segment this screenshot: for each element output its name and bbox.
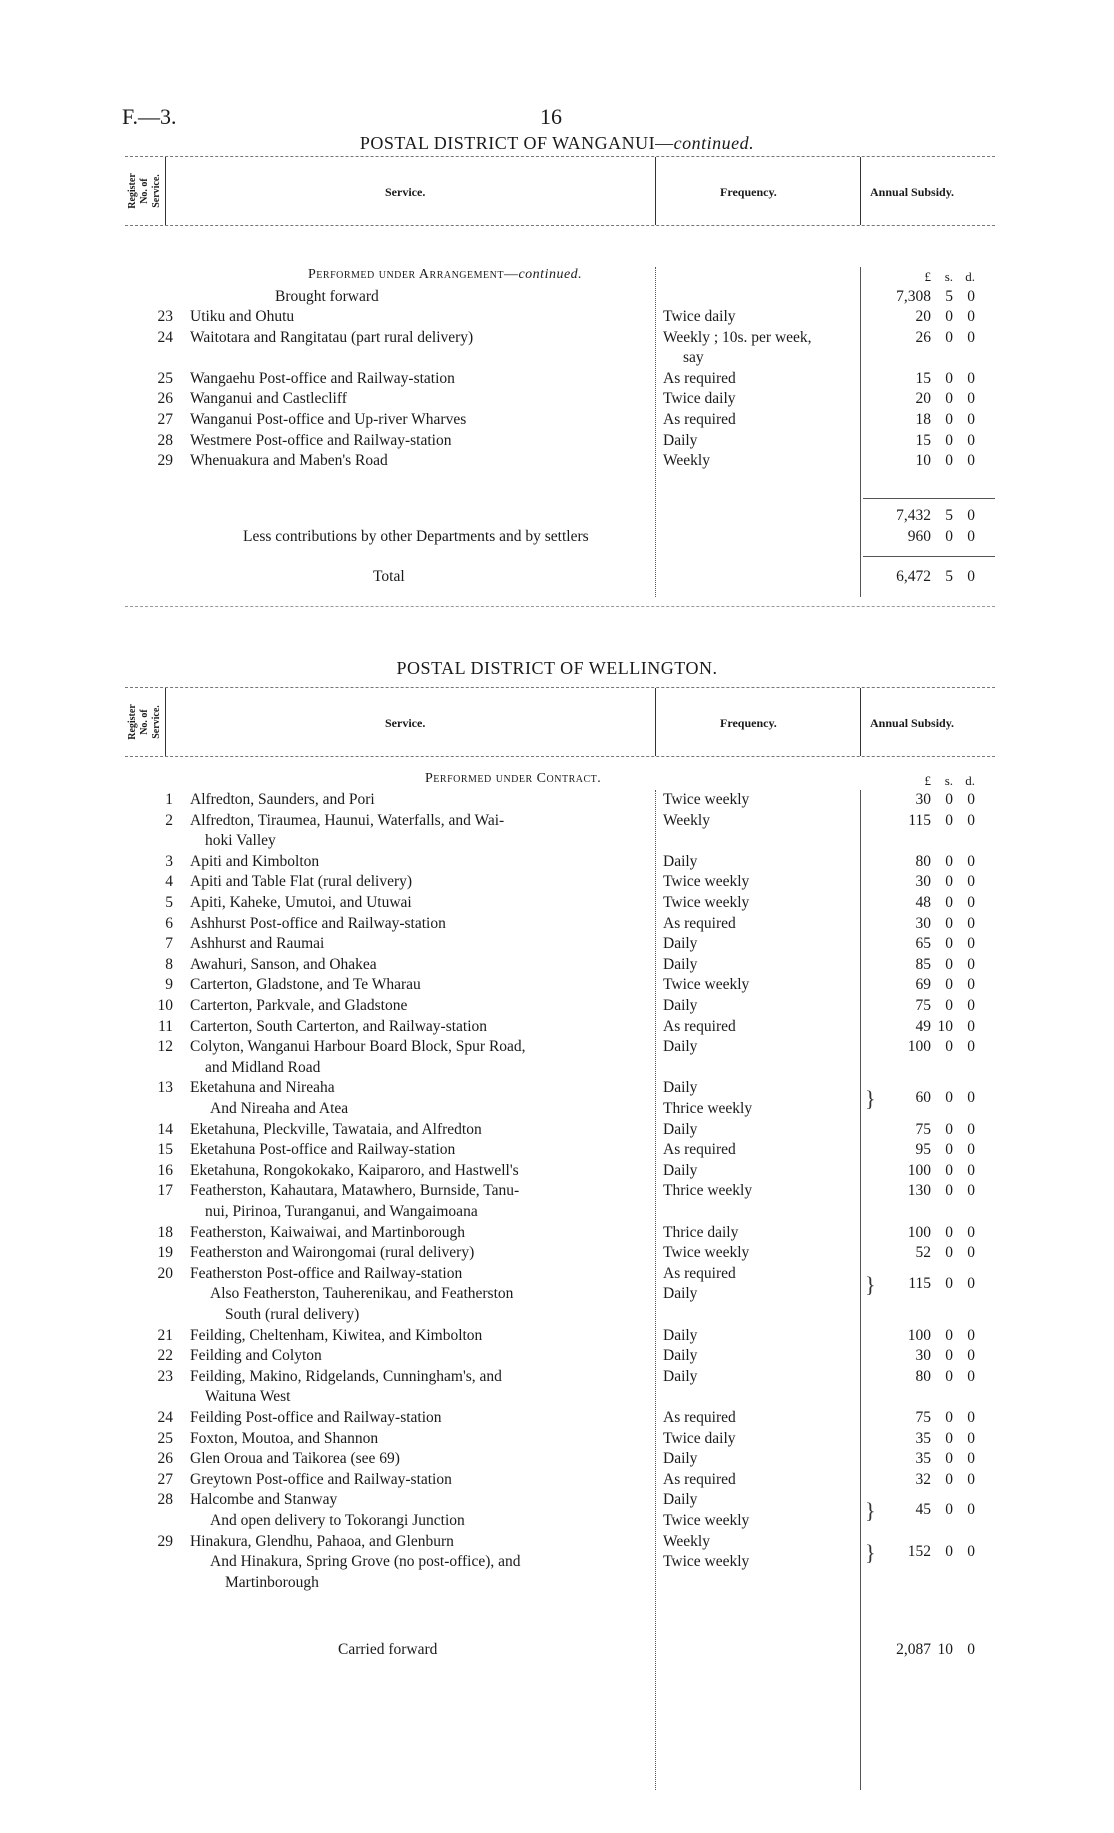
subsidy-shillings: 0 — [945, 1161, 953, 1179]
annual-subsidy — [865, 1037, 975, 1058]
subsidy-pence: 0 — [967, 1274, 975, 1292]
register-number: 10 — [157, 997, 173, 1014]
frequency-column-label: Frequency. — [720, 185, 777, 199]
service-name: Feilding and Colyton — [190, 1347, 322, 1365]
service-name: Featherston, Kahautara, Matawhero, Burnside, Tanu- — [190, 1182, 520, 1200]
annual-subsidy — [865, 955, 975, 976]
register-number: 29 — [157, 452, 173, 470]
wanganui-title-text: POSTAL DISTRICT OF WANGANUI— — [359, 133, 674, 153]
register-number: 25 — [157, 369, 173, 387]
frequency: Daily — [663, 997, 698, 1014]
service-name-continued: hoki Valley — [205, 832, 276, 850]
frequency-column-label: Frequency. — [720, 716, 777, 730]
register-number: 24 — [157, 1409, 173, 1426]
subsidy-shillings: 0 — [945, 1223, 953, 1241]
subsidy-pence: 0 — [967, 1038, 975, 1056]
annual-subsidy — [865, 811, 975, 832]
brace-mark: } — [865, 1271, 876, 1297]
annual-subsidy — [865, 1346, 975, 1367]
subsidy-shillings: 0 — [945, 976, 953, 994]
service-name: Feilding Post-office and Railway-station — [190, 1409, 442, 1426]
service-name: Halcombe and Stanway — [190, 1491, 338, 1509]
subsidy-pence: 0 — [967, 1409, 975, 1426]
register-number: 17 — [157, 1182, 173, 1200]
subsidy-shillings: 0 — [945, 1141, 953, 1159]
subsidy-pounds: 100 — [907, 1326, 931, 1344]
annual-subsidy — [865, 1243, 975, 1264]
subsidy-pence: 0 — [967, 1470, 975, 1488]
subsidy-pounds: 48 — [915, 894, 931, 911]
subsidy-pence: 0 — [967, 1223, 975, 1241]
subsidy-shillings: 0 — [945, 1542, 953, 1560]
annual-subsidy — [865, 914, 975, 935]
register-number: 2 — [165, 811, 173, 829]
frequency: Daily — [663, 852, 698, 870]
subsidy-pence: 0 — [967, 976, 975, 994]
subsidy-shillings: 0 — [945, 894, 953, 911]
service-name: Featherston and Wairongomai (rural delivery) — [190, 1244, 475, 1262]
annual-subsidy — [865, 996, 975, 1017]
wellington-column-header — [125, 687, 995, 757]
subsidy-shillings: 0 — [945, 328, 953, 346]
service-name: Eketahuna and Nireaha — [190, 1079, 335, 1097]
service-name: Hinakura, Glendhu, Pahaoa, and Glenburn — [190, 1532, 454, 1550]
annual-subsidy — [865, 1140, 975, 1161]
service-name: Feilding, Makino, Ridgelands, Cunningham's, and — [190, 1367, 502, 1385]
subsidy-shillings: 0 — [945, 935, 953, 953]
service-name-continued: And open delivery to Tokorangi Junction — [210, 1511, 465, 1529]
subsidy-pounds: 35 — [915, 1450, 931, 1468]
register-number: 21 — [157, 1326, 173, 1344]
service-name: Ashhurst Post-office and Railway-station — [190, 914, 446, 932]
frequency: As required — [663, 1409, 736, 1426]
register-number: 22 — [157, 1347, 173, 1365]
register-number: 26 — [157, 390, 173, 408]
subsidy-pounds: 69 — [915, 976, 931, 994]
subsidy-shillings: 0 — [945, 914, 953, 932]
service-name-continued: Waituna West — [205, 1388, 291, 1406]
subsidy-pence: 0 — [967, 1182, 975, 1200]
subsidy-shillings: 0 — [945, 1326, 953, 1344]
subsidy-shillings: 0 — [945, 873, 953, 891]
subsidy-shillings: 0 — [945, 390, 953, 408]
subsidy-shillings: 0 — [945, 452, 953, 470]
subsidy-pence: 0 — [967, 1089, 975, 1107]
subsidy-pounds: 75 — [915, 997, 931, 1014]
frequency: Thrice daily — [663, 1223, 739, 1241]
service-name: Colyton, Wanganui Harbour Board Block, Spur Road, — [190, 1038, 526, 1056]
subsidy-pounds: 32 — [915, 1470, 931, 1488]
annual-subsidy — [865, 1367, 975, 1388]
frequency: Daily — [663, 1450, 698, 1468]
annual-subsidy — [865, 1181, 975, 1202]
register-number: 29 — [157, 1532, 173, 1550]
subsidy-shillings: 0 — [945, 955, 953, 973]
subsidy-pence: 0 — [967, 1347, 975, 1365]
subsidy-pence: 0 — [967, 308, 975, 325]
annual-subsidy — [865, 1223, 975, 1244]
subsidy-pounds: 115 — [908, 811, 931, 829]
service-name: Carterton, South Carterton, and Railway-station — [190, 1017, 488, 1035]
service-name-continued: nui, Pirinoa, Turanganui, and Wangaimoana — [205, 1202, 478, 1220]
register-column-label: Register No. of Service. — [127, 173, 162, 209]
frequency: Weekly ; 10s. per week, — [663, 328, 812, 346]
service-name: Alfredton, Tiraumea, Haunui, Waterfalls, and Wai- — [190, 811, 505, 829]
service-name: Carterton, Parkvale, and Gladstone — [190, 997, 408, 1014]
frequency: Twice weekly — [663, 791, 750, 808]
frequency: Daily — [663, 1079, 698, 1097]
subsidy-shillings: 0 — [945, 369, 953, 387]
total-rule — [863, 556, 995, 557]
service-name-continued: And Nireaha and Atea — [210, 1099, 349, 1117]
service-column-label: Service. — [385, 185, 426, 199]
subsidy-pounds: 10 — [915, 452, 931, 470]
service-name-continued: and Midland Road — [205, 1058, 321, 1076]
frequency: As required — [663, 369, 736, 387]
annual-subsidy — [865, 451, 975, 472]
service-name: Utiku and Ohutu — [190, 308, 295, 325]
subsidy-pounds: 75 — [915, 1409, 931, 1426]
subsidy-shillings: 0 — [945, 1409, 953, 1426]
subsidy-pounds: 15 — [915, 369, 931, 387]
annual-subsidy — [865, 1498, 975, 1524]
frequency: Twice weekly — [663, 873, 750, 891]
register-number: 11 — [158, 1017, 173, 1035]
annual-subsidy — [865, 1539, 975, 1565]
subsidy-pounds: 15 — [915, 431, 931, 449]
frequency: As required — [663, 1470, 736, 1488]
subsidy-pounds: 65 — [915, 935, 931, 953]
annual-subsidy — [865, 893, 975, 914]
subsidy-shillings: 0 — [945, 1470, 953, 1488]
frequency: Daily — [663, 1367, 698, 1385]
annual-subsidy — [865, 1470, 975, 1491]
subsidy-pounds: 80 — [915, 1367, 931, 1385]
frequency: Daily — [663, 1120, 698, 1138]
service-column-label: Service. — [385, 716, 426, 730]
subsidy-pence: 0 — [967, 894, 975, 911]
frequency: Daily — [663, 935, 698, 953]
subsidy-pence: 0 — [967, 328, 975, 346]
subsidy-pounds: 26 — [915, 328, 931, 346]
frequency: Twice weekly — [663, 1244, 750, 1262]
wanganui-title — [0, 133, 1114, 154]
service-name: Alfredton, Saunders, and Pori — [190, 791, 375, 808]
annual-subsidy — [865, 389, 975, 410]
frequency: Weekly — [663, 452, 710, 470]
subsidy-shillings: 10 — [937, 1017, 953, 1035]
annual-subsidy — [865, 431, 975, 452]
service-name: Apiti and Table Flat (rural delivery) — [190, 873, 413, 891]
frequency: Daily — [663, 955, 698, 973]
subsidy-pence: 0 — [967, 791, 975, 808]
page-number: 16 — [540, 104, 562, 129]
frequency: As required — [663, 411, 736, 428]
frequency: Twice daily — [663, 390, 736, 408]
wanganui-column-header — [125, 156, 995, 226]
frequency-continued: Twice weekly — [663, 1553, 750, 1571]
frequency: Twice daily — [663, 308, 736, 325]
annual-subsidy — [865, 1161, 975, 1182]
register-number: 27 — [157, 411, 173, 428]
register-number: 28 — [157, 431, 173, 449]
subsidy-shillings: 0 — [945, 1038, 953, 1056]
subsidy-pounds: 52 — [915, 1244, 931, 1262]
service-name: Apiti and Kimbolton — [190, 852, 320, 870]
subsidy-shillings: 0 — [945, 1367, 953, 1385]
service-name: Westmere Post-office and Railway-station — [190, 431, 452, 449]
annual-subsidy — [865, 790, 975, 811]
subsidy-column-label: Annual Subsidy. — [870, 716, 955, 730]
annual-subsidy — [865, 410, 975, 431]
service-name: Eketahuna, Rongokokako, Kaiparoro, and Hastwell's — [190, 1161, 519, 1179]
subsidy-pounds: 95 — [915, 1141, 931, 1159]
frequency: Weekly — [663, 811, 710, 829]
subsidy-pence: 0 — [967, 1429, 975, 1447]
subsidy-shillings: 0 — [945, 1120, 953, 1138]
service-name: Greytown Post-office and Railway-station — [190, 1470, 452, 1488]
subsidy-pence: 0 — [967, 390, 975, 408]
annual-subsidy — [865, 934, 975, 955]
frequency: As required — [663, 1264, 736, 1282]
subsidy-shillings: 0 — [945, 997, 953, 1014]
subsidy-pence: 0 — [967, 1161, 975, 1179]
register-number: 18 — [157, 1223, 173, 1241]
subsidy-shillings: 0 — [945, 308, 953, 325]
subsidy-pounds: 80 — [915, 852, 931, 870]
subsidy-pounds: 30 — [915, 914, 931, 932]
subsidy-pounds: 115 — [908, 1274, 931, 1292]
frequency: Daily — [663, 1038, 698, 1056]
annual-subsidy — [865, 307, 975, 328]
annual-subsidy — [865, 328, 975, 349]
subsidy-pounds: 75 — [915, 1120, 931, 1138]
subsidy-shillings: 0 — [945, 1429, 953, 1447]
service-name: Wanganui Post-office and Up-river Wharves — [190, 411, 467, 428]
subsidy-pounds: 45 — [915, 1501, 931, 1519]
subsidy-shillings: 0 — [945, 431, 953, 449]
brace-mark: } — [865, 1086, 876, 1112]
wanganui-title-continued: continued. — [673, 133, 755, 153]
subsidy-pounds: 130 — [907, 1182, 931, 1200]
annual-subsidy — [865, 872, 975, 893]
subsidy-shillings: 0 — [945, 1501, 953, 1519]
frequency: Daily — [663, 431, 698, 449]
annual-subsidy — [865, 1326, 975, 1347]
register-number: 24 — [157, 328, 173, 346]
subsidy-column-label: Annual Subsidy. — [870, 185, 955, 199]
service-name: Eketahuna Post-office and Railway-station — [190, 1141, 456, 1159]
register-number: 19 — [157, 1244, 173, 1262]
annual-subsidy — [865, 1086, 975, 1112]
frequency: As required — [663, 1017, 736, 1035]
subsidy-shillings: 0 — [945, 1347, 953, 1365]
subsidy-pence: 0 — [967, 411, 975, 428]
subsidy-shillings: 0 — [945, 811, 953, 829]
register-number: 8 — [165, 955, 173, 973]
annual-subsidy — [865, 1017, 975, 1038]
subsidy-pounds: 60 — [915, 1089, 931, 1107]
subsidy-shillings: 0 — [945, 1182, 953, 1200]
register-number: 4 — [165, 873, 173, 891]
register-number: 16 — [157, 1161, 173, 1179]
service-name: Carterton, Gladstone, and Te Wharau — [190, 976, 421, 994]
service-name-continued: Also Featherston, Tauherenikau, and Featherston — [210, 1285, 514, 1303]
service-name: Featherston, Kaiwaiwai, and Martinborough — [190, 1223, 466, 1241]
brace-mark: } — [865, 1498, 876, 1524]
annual-subsidy — [865, 1120, 975, 1141]
subsidy-pence: 0 — [967, 1501, 975, 1519]
subsidy-pence: 0 — [967, 1017, 975, 1035]
subsidy-pounds: 100 — [907, 1161, 931, 1179]
frequency-continued: say — [683, 349, 704, 367]
register-number: 26 — [157, 1450, 173, 1468]
subsidy-pounds: 30 — [915, 1347, 931, 1365]
service-name: Foxton, Moutoa, and Shannon — [190, 1429, 379, 1447]
wanganui-section-heading: Performed under Arrangement—continued. — [308, 267, 583, 282]
service-name: Feilding, Cheltenham, Kiwitea, and Kimbolton — [190, 1326, 483, 1344]
register-number: 1 — [165, 791, 173, 808]
service-name: Eketahuna, Pleckville, Tawataia, and Alfredton — [190, 1120, 482, 1138]
subsidy-pence: 0 — [967, 1141, 975, 1159]
annual-subsidy — [865, 975, 975, 996]
service-name-continued: Martinborough — [225, 1573, 319, 1591]
subsidy-pence: 0 — [967, 1244, 975, 1262]
subsidy-pence: 0 — [967, 1120, 975, 1138]
service-name: Awahuri, Sanson, and Ohakea — [190, 955, 377, 973]
register-number: 12 — [157, 1038, 173, 1056]
annual-subsidy — [865, 1429, 975, 1450]
subsidy-pounds: 18 — [915, 411, 931, 428]
subsidy-pounds: 100 — [907, 1223, 931, 1241]
register-number: 20 — [157, 1264, 173, 1282]
subsidy-shillings: 0 — [945, 1450, 953, 1468]
frequency: Daily — [663, 1491, 698, 1509]
register-number: 27 — [157, 1470, 173, 1488]
service-name: Glen Oroua and Taikorea (see 69) — [190, 1450, 400, 1468]
subsidy-pounds: 49 — [915, 1017, 931, 1035]
subsidy-pence: 0 — [967, 955, 975, 973]
frequency: Weekly — [663, 1532, 710, 1550]
subsidy-pounds: 30 — [915, 873, 931, 891]
subsidy-shillings: 0 — [945, 1244, 953, 1262]
subsidy-pence: 0 — [967, 1450, 975, 1468]
frequency: Daily — [663, 1326, 698, 1344]
subsidy-pence: 0 — [967, 1542, 975, 1560]
register-number: 13 — [157, 1079, 173, 1097]
subsidy-pence: 0 — [967, 811, 975, 829]
subsidy-pounds: 85 — [915, 955, 931, 973]
subsidy-pounds: 30 — [915, 791, 931, 808]
brace-mark: } — [865, 1539, 876, 1565]
register-number: 5 — [165, 894, 173, 911]
service-name: Ashhurst and Raumai — [190, 935, 325, 953]
register-number: 23 — [157, 1367, 173, 1385]
subsidy-pence: 0 — [967, 1367, 975, 1385]
frequency: As required — [663, 914, 736, 932]
wellington-title: POSTAL DISTRICT OF WELLINGTON. — [396, 658, 718, 678]
subsidy-pence: 0 — [967, 369, 975, 387]
subsidy-pence: 0 — [967, 935, 975, 953]
frequency: Thrice weekly — [663, 1182, 753, 1200]
subsidy-pence: 0 — [967, 873, 975, 891]
service-name-continued: South (rural delivery) — [225, 1305, 360, 1323]
frequency: As required — [663, 1141, 736, 1159]
subsidy-shillings: 0 — [945, 791, 953, 808]
register-number: 14 — [157, 1120, 173, 1138]
register-number: 3 — [165, 852, 173, 870]
frequency: Twice weekly — [663, 976, 750, 994]
subsidy-pence: 0 — [967, 431, 975, 449]
subsidy-pence: 0 — [967, 852, 975, 870]
frequency-continued: Thrice weekly — [663, 1099, 753, 1117]
annual-subsidy — [865, 369, 975, 390]
service-name: Wanganui and Castlecliff — [190, 390, 347, 408]
subsidy-pounds: 152 — [907, 1542, 931, 1560]
subsidy-shillings: 0 — [945, 1089, 953, 1107]
frequency-continued: Daily — [663, 1285, 698, 1303]
subsidy-shillings: 0 — [945, 1274, 953, 1292]
annual-subsidy — [865, 1271, 975, 1297]
frequency: Twice weekly — [663, 894, 750, 911]
annual-subsidy — [865, 852, 975, 873]
register-number: 9 — [165, 976, 173, 994]
service-name: Apiti, Kaheke, Umutoi, and Utuwai — [190, 894, 412, 911]
frequency: Twice daily — [663, 1429, 736, 1447]
subsidy-pounds: 20 — [915, 308, 931, 325]
service-name: Whenuakura and Maben's Road — [190, 452, 388, 470]
annual-subsidy — [865, 1449, 975, 1470]
subsidy-shillings: 0 — [945, 852, 953, 870]
register-number: 25 — [157, 1429, 173, 1447]
subsidy-pence: 0 — [967, 914, 975, 932]
register-number: 6 — [165, 914, 173, 932]
register-number: 23 — [157, 308, 173, 325]
page-header-left: F.—3. — [122, 104, 177, 129]
wellington-section-heading: Performed under Contract. — [425, 771, 602, 786]
subsidy-pounds: 20 — [915, 390, 931, 408]
register-number: 7 — [165, 935, 173, 953]
register-column-label: Register No. of Service. — [127, 704, 162, 740]
subsidy-pence: 0 — [967, 1326, 975, 1344]
register-number: 28 — [157, 1491, 173, 1509]
subsidy-pounds: 100 — [907, 1038, 931, 1056]
subsidy-pence: 0 — [967, 997, 975, 1014]
service-name: Wangaehu Post-office and Railway-station — [190, 369, 455, 387]
frequency: Daily — [663, 1161, 698, 1179]
register-number: 15 — [157, 1141, 173, 1159]
frequency: Daily — [663, 1347, 698, 1365]
annual-subsidy — [865, 1408, 975, 1429]
frequency-continued: Twice weekly — [663, 1511, 750, 1529]
subsidy-shillings: 0 — [945, 411, 953, 428]
subsidy-pounds: 35 — [915, 1429, 931, 1447]
subtotal-rule — [863, 498, 995, 499]
service-name: Featherston Post-office and Railway-station — [190, 1264, 463, 1282]
subsidy-pence: 0 — [967, 452, 975, 470]
service-name-continued: And Hinakura, Spring Grove (no post-office), and — [210, 1553, 521, 1571]
service-name: Waitotara and Rangitatau (part rural delivery) — [190, 328, 474, 346]
